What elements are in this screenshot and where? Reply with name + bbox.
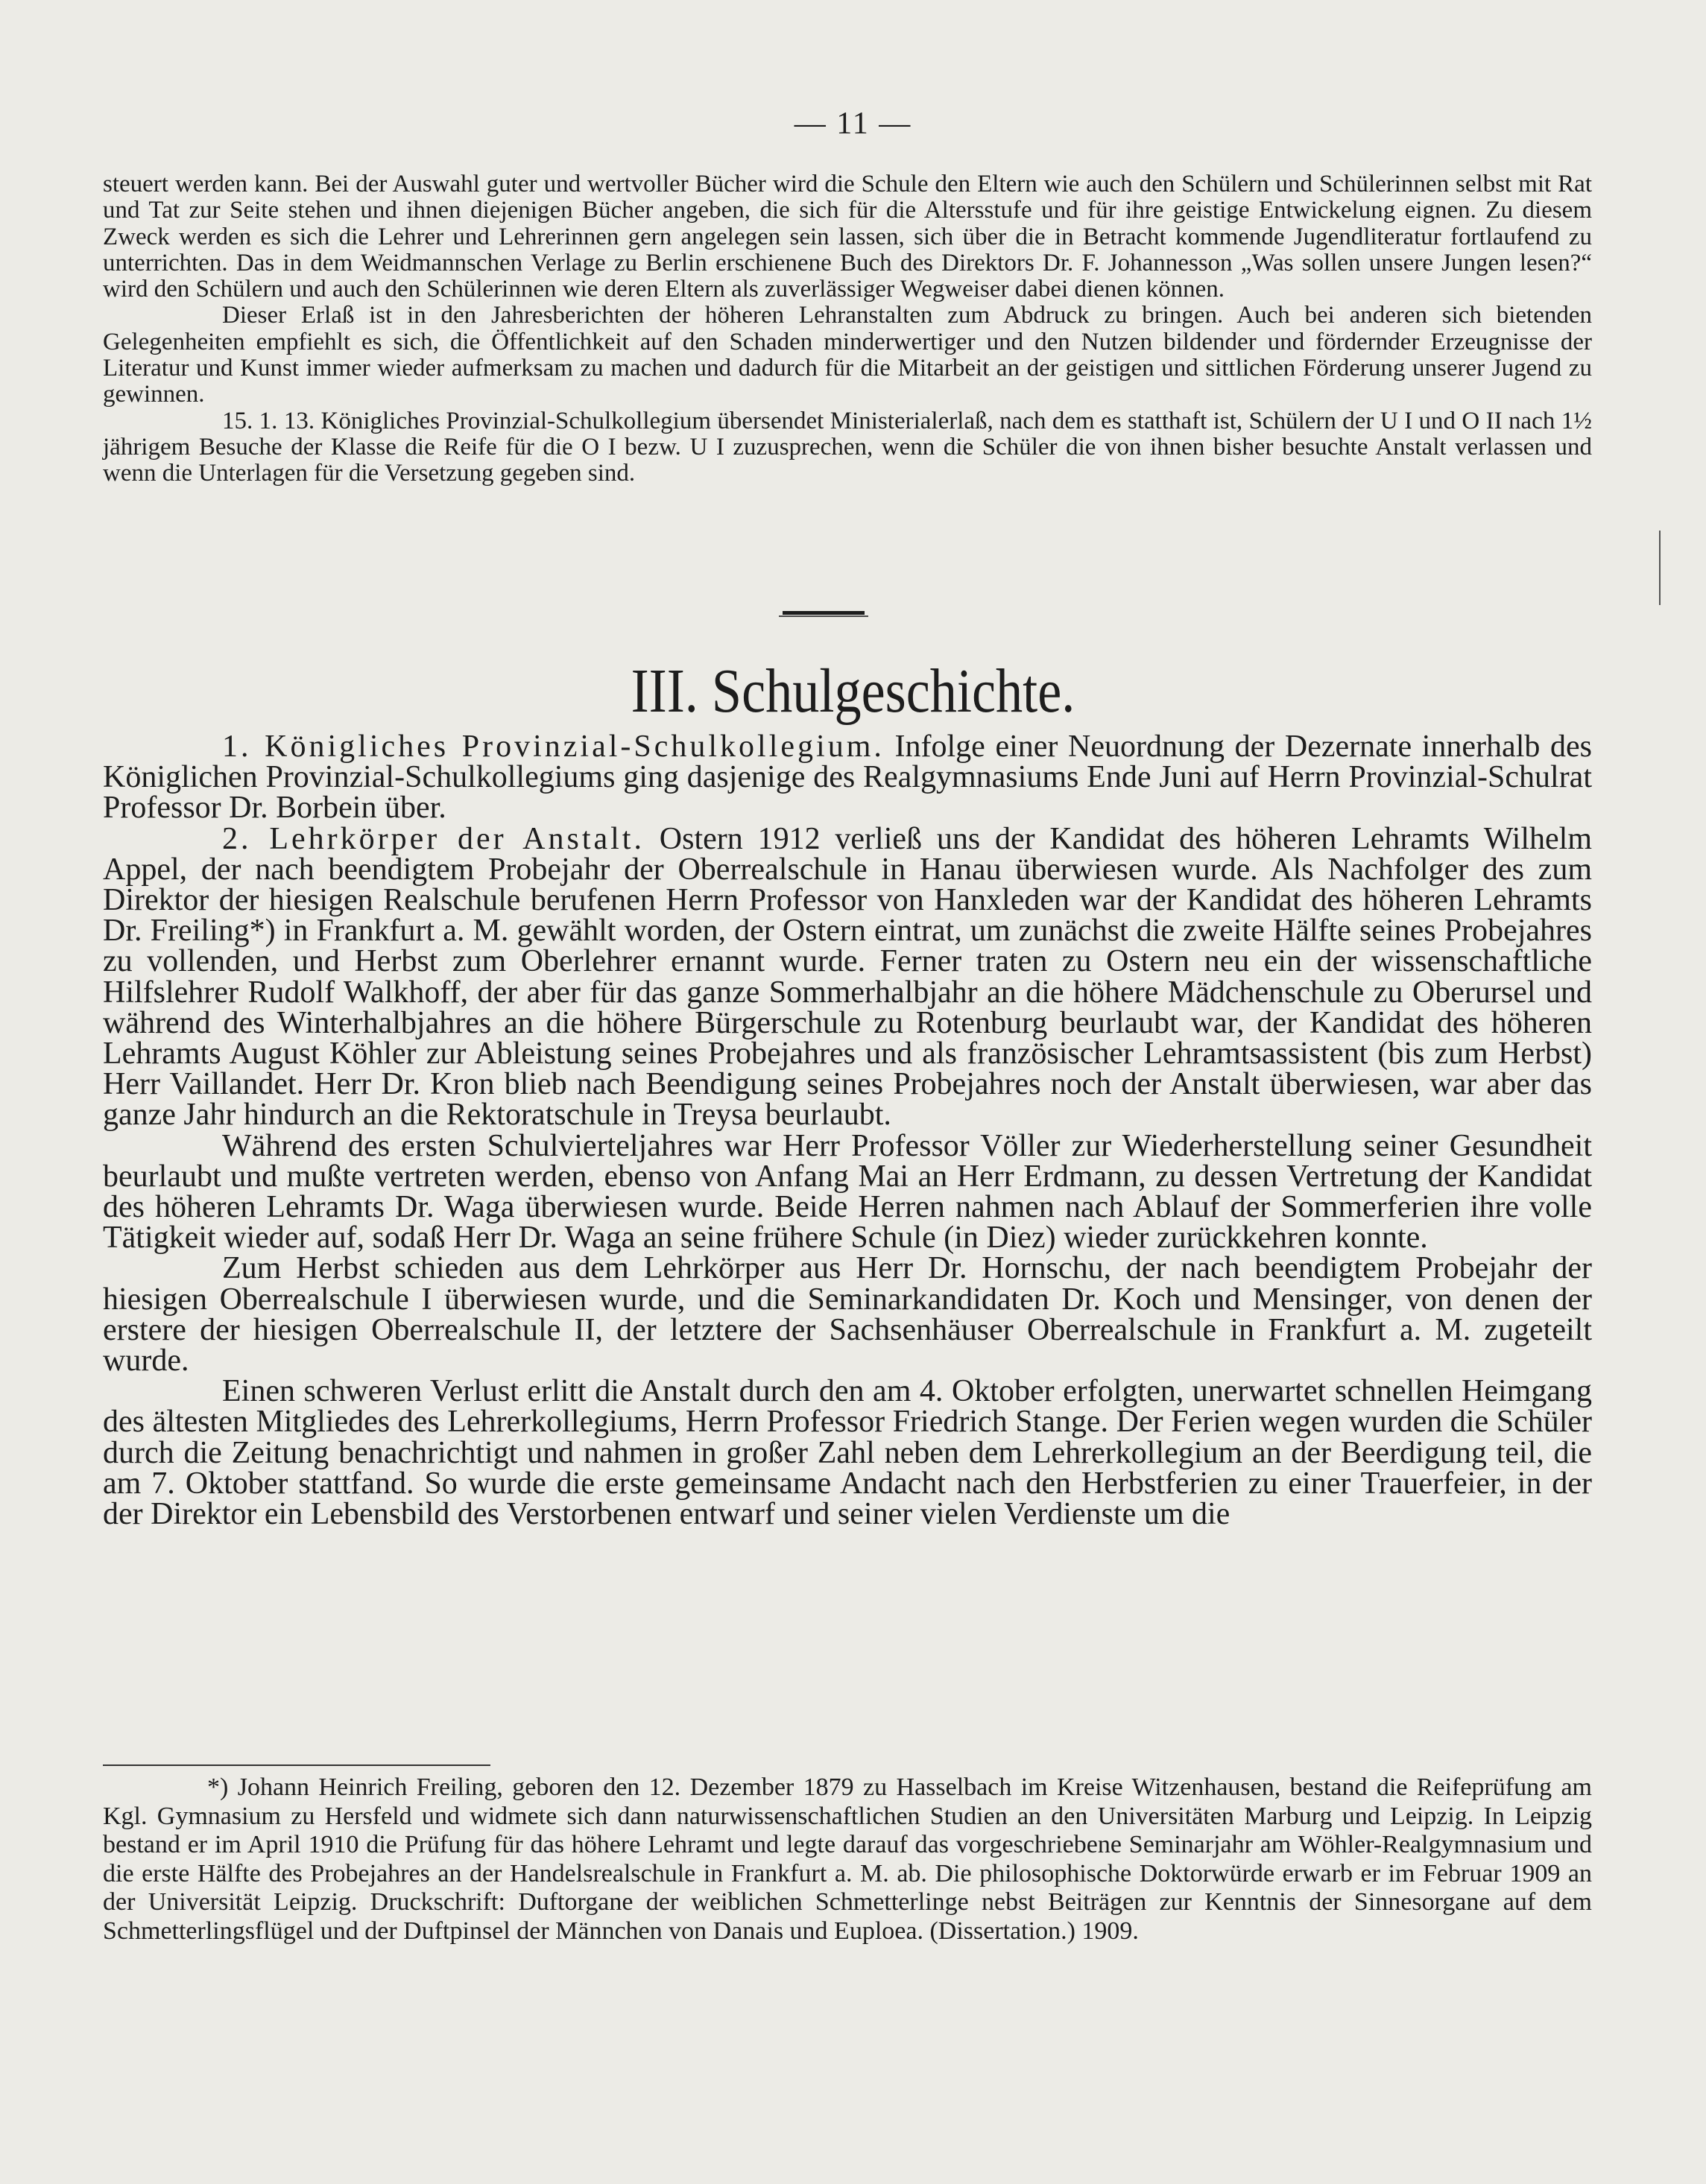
footnote xyxy=(103,1773,1592,1946)
intro-paragraph: steuert werden kann. Bei der Auswahl guter und wertvoller Bücher wird die Schule den Eltern wie auch den Schülern und Schülerinnen selbst mit Rat und Tat zur Seite stehen und ihnen diejenigen Bücher angeben, die sich für die Altersstufe und für ihre geistige Entwickelung eignen. Zu diesem Zweck werden es sich die Lehrer und Lehrerinnen gern angelegen sein lassen, sich über die in Betracht kommende Jugendliteratur fortlaufend zu unterrichten. Das in dem Weidmannschen Verlage zu Berlin erschienene Buch des Direktors Dr. F. Johannesson „Was sollen unsere Jungen lesen?“ wird den Schülern und auch den Schülerinnen wie deren Eltern als zuverlässiger Wegweiser dabei dienen können. xyxy=(103,171,1592,303)
intro-paragraph: 15. 1. 13. Königliches Provinzial-Schulkollegium übersendet Ministerialerlaß, nach dem es statthaft ist, Schülern der U I und O II nach 1½ jährigem Besuche der Klasse die Reife für die O I bezw. U I zuzusprechen, wenn die Schüler die von ihnen bisher besuchte Anstalt verlassen und wenn die Unterlagen für die Versetzung gegeben sind. xyxy=(103,407,1592,487)
section-divider-line xyxy=(779,615,868,617)
paragraph-text: Ostern 1912 verließ uns der Kandidat des höheren Lehramts Wilhelm Appel, der nach beendigtem Probejahr der Oberrealschule in Hanau überwiesen wurde. Als Nachfolger des zum Direktor der hiesigen Realschule berufenen Herrn Professor von Hanxleden war der Kandidat des höheren Lehramts Dr. Freiling*) in Frankfurt a. M. gewählt worden, der Ostern eintrat, um zunächst die zweite Hälfte seines Probejahres zu vollenden, und Herbst zum Oberlehrer ernannt wurde. Ferner traten zu Ostern neu ein der wissenschaftliche Hilfslehrer Rudolf Walkhoff, der aber für das ganze Sommerhalbjahr an die höhere Mädchenschule zu Oberursel und während des Winterhalbjahres an die höhere Bürgerschule zu Rotenburg beurlaubt war, der Kandidat des höheren Lehramts August Köhler zur Ableistung seines Probejahres und als französischer Lehramtsassistent (bis zum Herbst) Herr Vaillandet. Herr Dr. Kron blieb nach Beendigung seines Probejahres noch der Anstalt überwiesen, war aber das ganze Jahr hindurch an die Rektoratschule in Treysa beurlaubt. xyxy=(103,821,1592,1133)
body-paragraph: Während des ersten Schulvierteljahres war Herr Professor Völler zur Wiederherstellung seiner Gesundheit beurlaubt und mußte vertreten werden, ebenso von Anfang Mai an Herr Erdmann, zu dessen Vertretung der Kandidat des höheren Lehramts Dr. Waga überwiesen wurde. Beide Herren nahmen nach Ablauf der Sommerferien ihre volle Tätigkeit wieder auf, sodaß Herr Dr. Waga an seine frühere Schule (in Diez) wieder zurückkehren konnte. xyxy=(103,1128,1592,1256)
margin-mark xyxy=(1659,531,1661,605)
page-number: — 11 — xyxy=(794,107,912,141)
intro-text-block xyxy=(103,171,1592,487)
footnote-text: *) Johann Heinrich Freiling, geboren den 12. Dezember 1879 zu Hasselbach im Kreise Witzenhausen, bestand die Reifeprüfung am Kgl. Gymnasium zu Hersfeld und widmete sich dann naturwissenschaftlichen Studien an den Universitäten Marburg und Leipzig. In Leipzig bestand er im April 1910 die Prüfung für das höhere Lehramt und legte darauf das vorgeschriebene Seminarjahr am Wöhler-Realgymnasium und die erste Hälfte des Probejahres an der Handelsrealschule in Frankfurt a. M. ab. Die philosophische Doktorwürde erwarb er im Februar 1909 an der Universität Leipzig. Druckschrift: Duftorgane der weiblichen Schmetterlinge nebst Beiträgen zur Kenntnis der Sinnesorgane auf dem Schmetterlingsflügel und der Duftpinsel der Männchen von Danais und Euploea. (Dissertation.) 1909. xyxy=(103,1773,1592,1945)
main-text-block xyxy=(103,729,1592,1532)
section-heading: III. Schulgeschichte. xyxy=(631,656,1075,726)
body-paragraph xyxy=(103,729,1592,826)
paragraph-label: 2. Lehrkörper der Anstalt. xyxy=(222,821,645,856)
paragraph-text: Infolge einer Neuordnung der Dezernate innerhalb des Königlichen Provinzial-Schulkollegiums ging dasjenige des Realgymnasiums Ende Juni auf Herrn Provinzial-Schulrat Professor Dr. Borbein über. xyxy=(103,729,1592,826)
intro-paragraph: Dieser Erlaß ist in den Jahresberichten der höheren Lehranstalten zum Abdruck zu bringen. Auch bei anderen sich bietenden Gelegenheiten empfiehlt es sich, die Öffentlichkeit auf den Schaden minderwertiger und den Nutzen bildender und fördernder Erzeugnisse der Literatur und Kunst immer wieder aufmerksam zu machen und dadurch für die Mitarbeit an der geistigen und sittlichen Förderung unserer Jugend zu gewinnen. xyxy=(103,302,1592,408)
paragraph-label: 1. Königliches Provinzial-Schulkollegium. xyxy=(222,729,885,764)
section-divider xyxy=(783,611,865,615)
body-paragraph: Zum Herbst schieden aus dem Lehrkörper aus Herr Dr. Hornschu, der nach beendigtem Probejahr der hiesigen Oberrealschule I überwiesen wurde, und die Seminarkandidaten Dr. Koch und Mensinger, von denen der erstere der hiesigen Oberrealschule II, der letztere der Sachsenhäuser Oberrealschule in Frankfurt a. M. zugeteilt wurde. xyxy=(103,1251,1592,1379)
body-paragraph xyxy=(103,821,1592,1133)
body-paragraph: Einen schweren Verlust erlitt die Anstalt durch den am 4. Oktober erfolgten, unerwartet schnellen Heimgang des ältesten Mitgliedes des Lehrerkollegiums, Herrn Professor Friedrich Stange. Der Ferien wegen wurden die Schüler durch die Zeitung benachrichtigt und nahmen in großer Zahl neben dem Lehrerkollegium an der Beerdigung teil, die am 7. Oktober stattfand. So wurde die erste gemeinsame Andacht nach den Herbstferien zu einer Trauerfeier, in der der Direktor ein Lebensbild des Verstorbenen entwarf und seiner vielen Verdienste um die xyxy=(103,1374,1592,1532)
footnote-rule xyxy=(103,1764,490,1766)
